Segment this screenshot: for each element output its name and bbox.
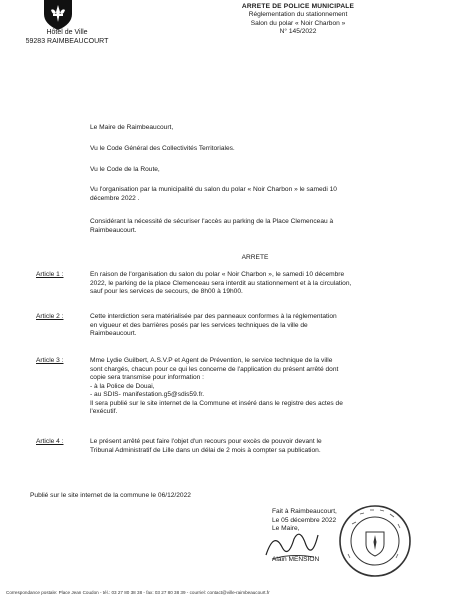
town-address xyxy=(22,28,112,46)
arrete-heading: ARRETE xyxy=(241,254,269,261)
document-event: Salon du polar « Noir Charbon » xyxy=(250,19,346,27)
article-2-text xyxy=(90,313,420,339)
article-1-text xyxy=(90,271,420,297)
considerant-line: Considérant la nécessité de sécuriser l'accès au parking de la Place Clemenceau à xyxy=(90,218,334,225)
document-number: N° 145/2022 xyxy=(279,28,317,36)
considerant xyxy=(90,218,420,235)
vu-organisation-line: décembre 2022 . xyxy=(90,194,140,202)
article-line: - à la Police de Douai, xyxy=(90,382,155,390)
article-2-label: Article 2 : xyxy=(36,313,64,320)
article-line: Raimbeaucourt. xyxy=(90,330,137,337)
signature-role: Le Maire, xyxy=(272,525,300,532)
signature-name: Alain MENSION xyxy=(272,555,320,563)
town-hall-label: Hôtel de Ville xyxy=(46,29,88,36)
article-line: En raison de l'organisation du salon du polar « Noir Charbon », le samedi 10 décembre xyxy=(90,271,345,278)
article-line: Tribunal Administratif de Lille dans un délai de 2 mois à compter sa publication. xyxy=(90,446,321,454)
vu-organisation-line: Vu l'organisation par la municipalité du salon du polar « Noir Charbon » le samedi 10 xyxy=(90,186,337,193)
article-line: 2022, le parking de la place Clemenceau sera interdit au stationnement et à la circulation, xyxy=(90,279,352,287)
article-3-text xyxy=(90,357,420,417)
article-line: Cette interdiction sera matérialisée par des panneaux conformes à la réglementation xyxy=(90,313,337,320)
article-line: Mme Lydie Guilbert, A.S.V.P et Agent de Prévention, le service technique de la ville xyxy=(90,357,333,364)
article-line: Le présent arrêté peut faire l'objet d'un recours pour excès de pouvoir devant le xyxy=(90,438,322,445)
signature-place: Fait à Raimbeaucourt, xyxy=(272,508,337,515)
article-line: - au SDIS- manifestation.g5@sdis59.fr. xyxy=(90,391,205,398)
article-line: l'exécutif. xyxy=(90,408,118,415)
mayor-line: Le Maire de Raimbeaucourt, xyxy=(90,124,174,131)
document-header xyxy=(218,3,378,37)
considerant-line: Raimbeaucourt. xyxy=(90,226,137,234)
handwritten-signature-icon xyxy=(262,525,322,565)
document-title: ARRETE DE POLICE MUNICIPALE xyxy=(241,3,355,10)
publication-note: Publié sur le site internet de la commune le 06/12/2022 xyxy=(30,492,191,499)
signature-date: Le 05 décembre 2022 xyxy=(272,516,337,524)
official-stamp-icon xyxy=(338,504,412,578)
article-1-label: Article 1 : xyxy=(36,271,64,278)
document-subtitle: Réglementation du stationnement xyxy=(248,11,348,19)
article-line: Il sera publié sur le site internet de la Commune et inséré dans le registre des actes de xyxy=(90,399,343,407)
vu-code-route: Vu le Code de la Route, xyxy=(90,166,160,173)
article-4-text xyxy=(90,438,420,455)
article-line: sont chargés, chacun pour ce qui les concerne de l'application du présent arrêté dont xyxy=(90,365,339,373)
article-4-label: Article 4 : xyxy=(36,438,64,445)
article-line: copie sera transmise pour information : xyxy=(90,374,204,381)
town-postcode-name: 59283 RAIMBEAUCOURT xyxy=(25,38,109,45)
article-3-label: Article 3 : xyxy=(36,357,64,364)
page-footer: Correspondance postale: Place Jean Coudon - tél.: 03 27 80 38 38 - fax: 03 27 80 38 39 - courriel: contact@ville-raimbeaucourt.fr xyxy=(6,590,270,595)
article-line: en vigueur et des barrières posés par les services techniques de la ville de xyxy=(90,321,308,329)
vu-organisation xyxy=(90,186,420,203)
article-line: sauf pour les services de secours, de 8h00 à 19h00. xyxy=(90,288,243,295)
coat-of-arms-icon xyxy=(40,0,76,30)
vu-cgct: Vu le Code Général des Collectivités Territoriales. xyxy=(90,145,235,152)
